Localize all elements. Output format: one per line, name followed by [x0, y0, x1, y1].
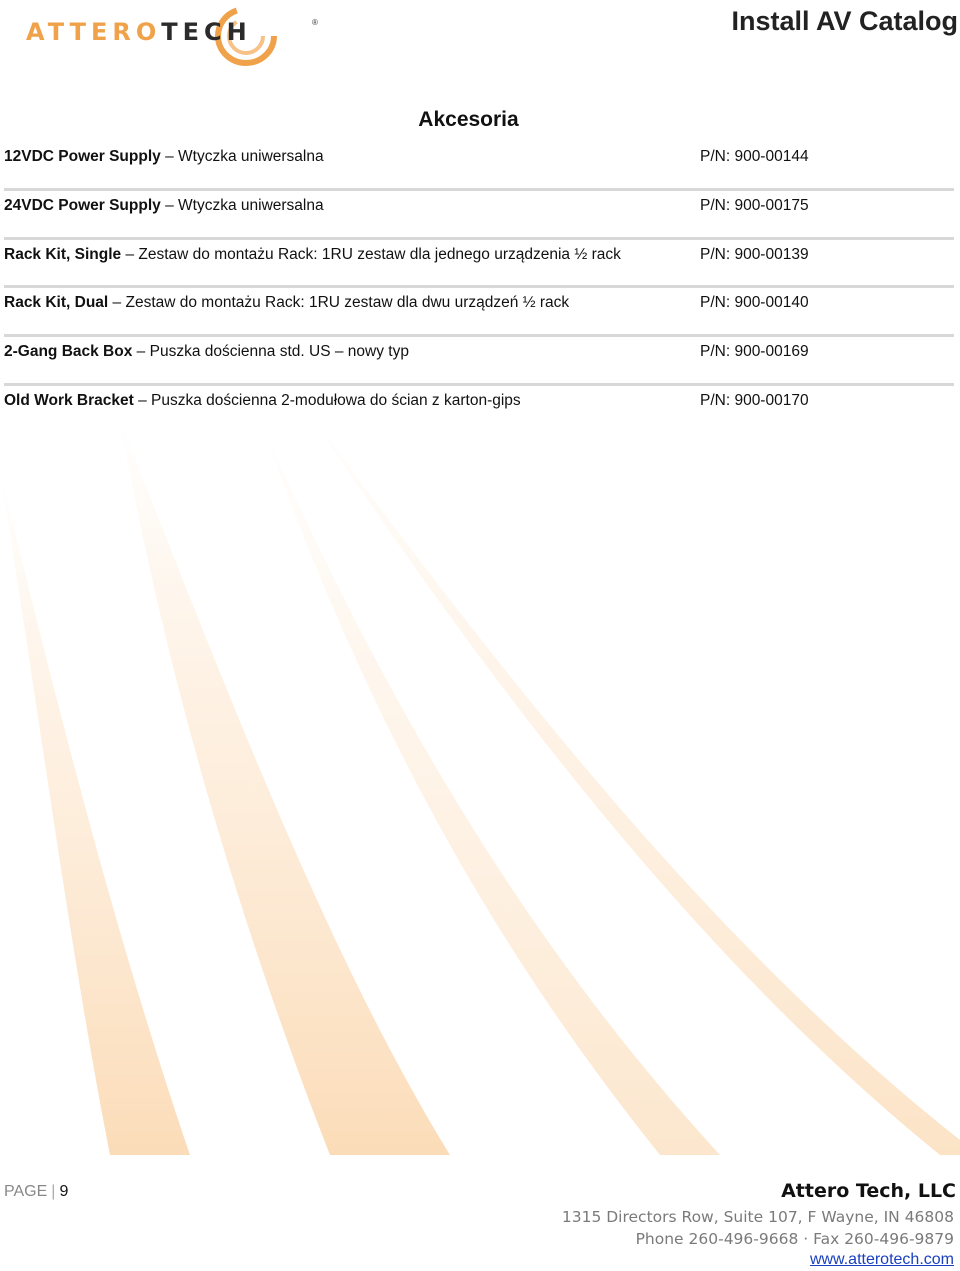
attero-tech-logo	[22, 4, 322, 66]
item-description: Puszka dościenna std. US – nowy typ	[149, 343, 409, 361]
company-address: 1315 Directors Row, Suite 107, F Wayne, IN 46808	[561, 1208, 954, 1226]
accessory-row	[4, 142, 954, 191]
company-phone-fax: Phone 260-496-9668 · Fax 260-496-9879	[635, 1230, 954, 1248]
item-name: 12VDC Power Supply	[4, 148, 161, 165]
item-name: Rack Kit, Single	[4, 245, 122, 263]
item-part-number: P/N: 900-00140	[700, 294, 809, 312]
item-dash: –	[125, 245, 135, 263]
logo-wordmark-light: ATTERO	[26, 18, 162, 46]
item-part-number: P/N: 900-00175	[700, 196, 809, 214]
item-part-number: P/N: 900-00144	[700, 148, 809, 165]
item-name: 2-Gang Back Box	[4, 343, 133, 361]
accessory-row	[4, 337, 954, 386]
item-name: Old Work Bracket	[4, 391, 134, 409]
accessory-row	[4, 240, 954, 289]
item-description: Puszka dościenna 2-modułowa do ścian z karton-gips	[151, 391, 521, 409]
page-number-value: 9	[59, 1183, 69, 1200]
website-link[interactable]: www.atterotech.com	[809, 1251, 954, 1268]
logo-wordmark-dark: TECH	[161, 18, 252, 46]
item-dash: –	[165, 148, 174, 165]
item-part-number: P/N: 900-00169	[700, 343, 809, 361]
item-name: Rack Kit, Dual	[4, 294, 109, 312]
catalog-title: Install AV Catalog	[731, 6, 958, 36]
item-name: 24VDC Power Supply	[4, 196, 161, 214]
accessory-row	[4, 386, 954, 435]
item-dash: –	[112, 294, 122, 312]
accessory-list	[4, 142, 954, 435]
company-name: Attero Tech, LLC	[781, 1180, 956, 1202]
item-description: Wtyczka uniwersalna	[178, 148, 324, 165]
page-number	[4, 1183, 68, 1201]
item-dash: –	[136, 343, 146, 361]
item-part-number: P/N: 900-00139	[700, 245, 809, 263]
section-title: Akcesoria	[418, 108, 519, 131]
page-separator: |	[51, 1183, 56, 1200]
item-part-number: P/N: 900-00170	[700, 391, 809, 409]
item-dash: –	[138, 391, 147, 409]
item-dash: –	[165, 196, 174, 214]
registered-mark: ®	[312, 18, 318, 27]
item-description: Wtyczka uniwersalna	[178, 196, 324, 214]
accessory-row	[4, 191, 954, 240]
item-description: Zestaw do montażu Rack: 1RU zestaw dla dwu urządzeń ½ rack	[125, 294, 570, 312]
logo-wordmark	[26, 18, 252, 46]
accessory-row	[4, 288, 954, 337]
item-description: Zestaw do montażu Rack: 1RU zestaw dla jednego urządzenia ½ rack	[138, 245, 621, 263]
page-label: PAGE	[4, 1183, 48, 1200]
